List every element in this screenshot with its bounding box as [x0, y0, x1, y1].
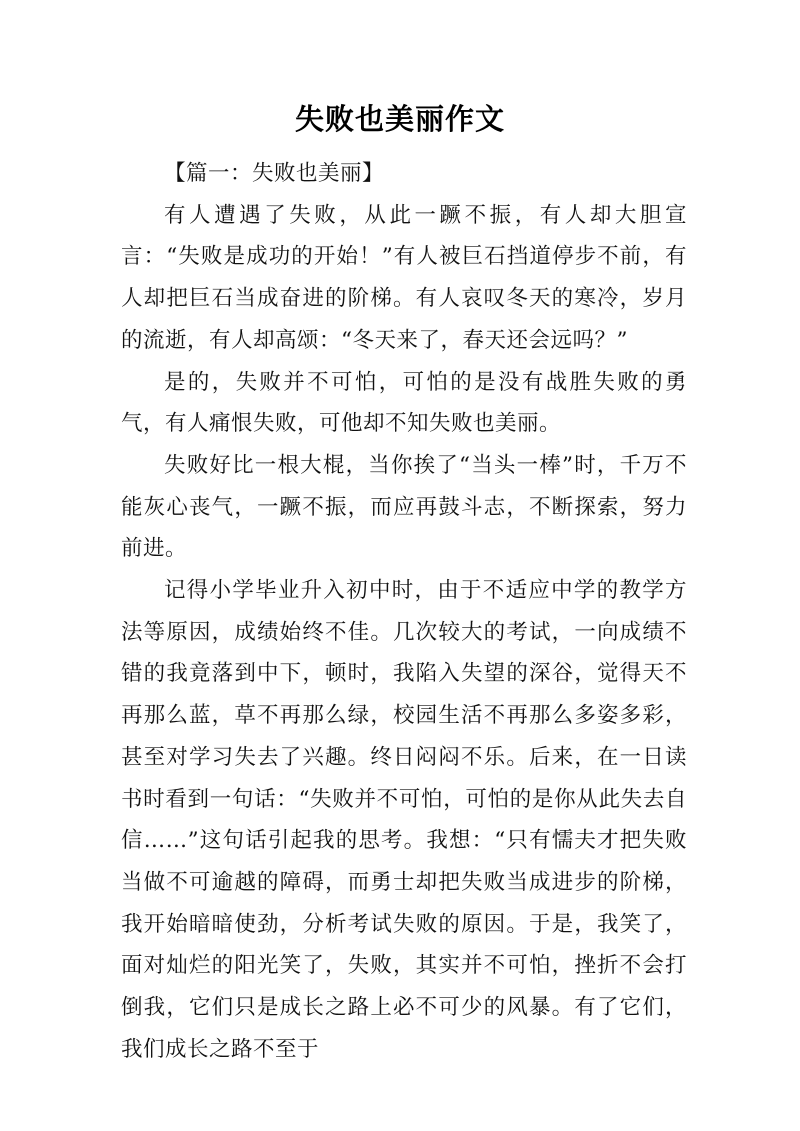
paragraph-1: 有人遭遇了失败，从此一蹶不振，有人却大胆宣言：“失败是成功的开始！”有人被巨石挡道停步不前，有人却把巨石当成奋进的阶梯。有人哀叹冬天的寒冷，岁月的流逝，有人却高颂：“冬天来了，春天还会远吗？”	[121, 202, 687, 353]
paragraph-4: 记得小学毕业升入初中时，由于不适应中学的教学方法等原因，成绩始终不佳。几次较大的考试，一向成绩不错的我竟落到中下，顿时，我陷入失望的深谷，觉得天不再那么蓝，草不再那么绿，校园生活不再那么多姿多彩，甚至对学习失去了兴趣。终日闷闷不乐。后来，在一日读书时看到一句话：“失败并不可怕，可怕的是你从此失去自信……”这句话引起我的思考。我想：“只有懦夫才把失败当做不可逾越的障碍，而勇士却把失败当成进步的阶梯，我开始暗暗使劲，分析考试失败的原因。于是，我笑了，面对灿烂的阳光笑了，失败，其实并不可怕，挫折不会打倒我，它们只是成长之路上必不可少的风暴。有了它们，我们成长之路不至于	[121, 578, 687, 1062]
paragraph-2: 是的，失败并不可怕，可怕的是没有战胜失败的勇气，有人痛恨失败，可他却不知失败也美丽。	[121, 369, 687, 437]
document-title: 失败也美丽作文	[294, 102, 505, 136]
document-body	[121, 153, 687, 1070]
paragraph-3: 失败好比一根大棍，当你挨了“当头一棒”时，千万不能灰心丧气，一蹶不振，而应再鼓斗志，不断探索，努力前进。	[121, 452, 687, 562]
section-heading: 【篇一：失败也美丽】	[164, 161, 385, 186]
